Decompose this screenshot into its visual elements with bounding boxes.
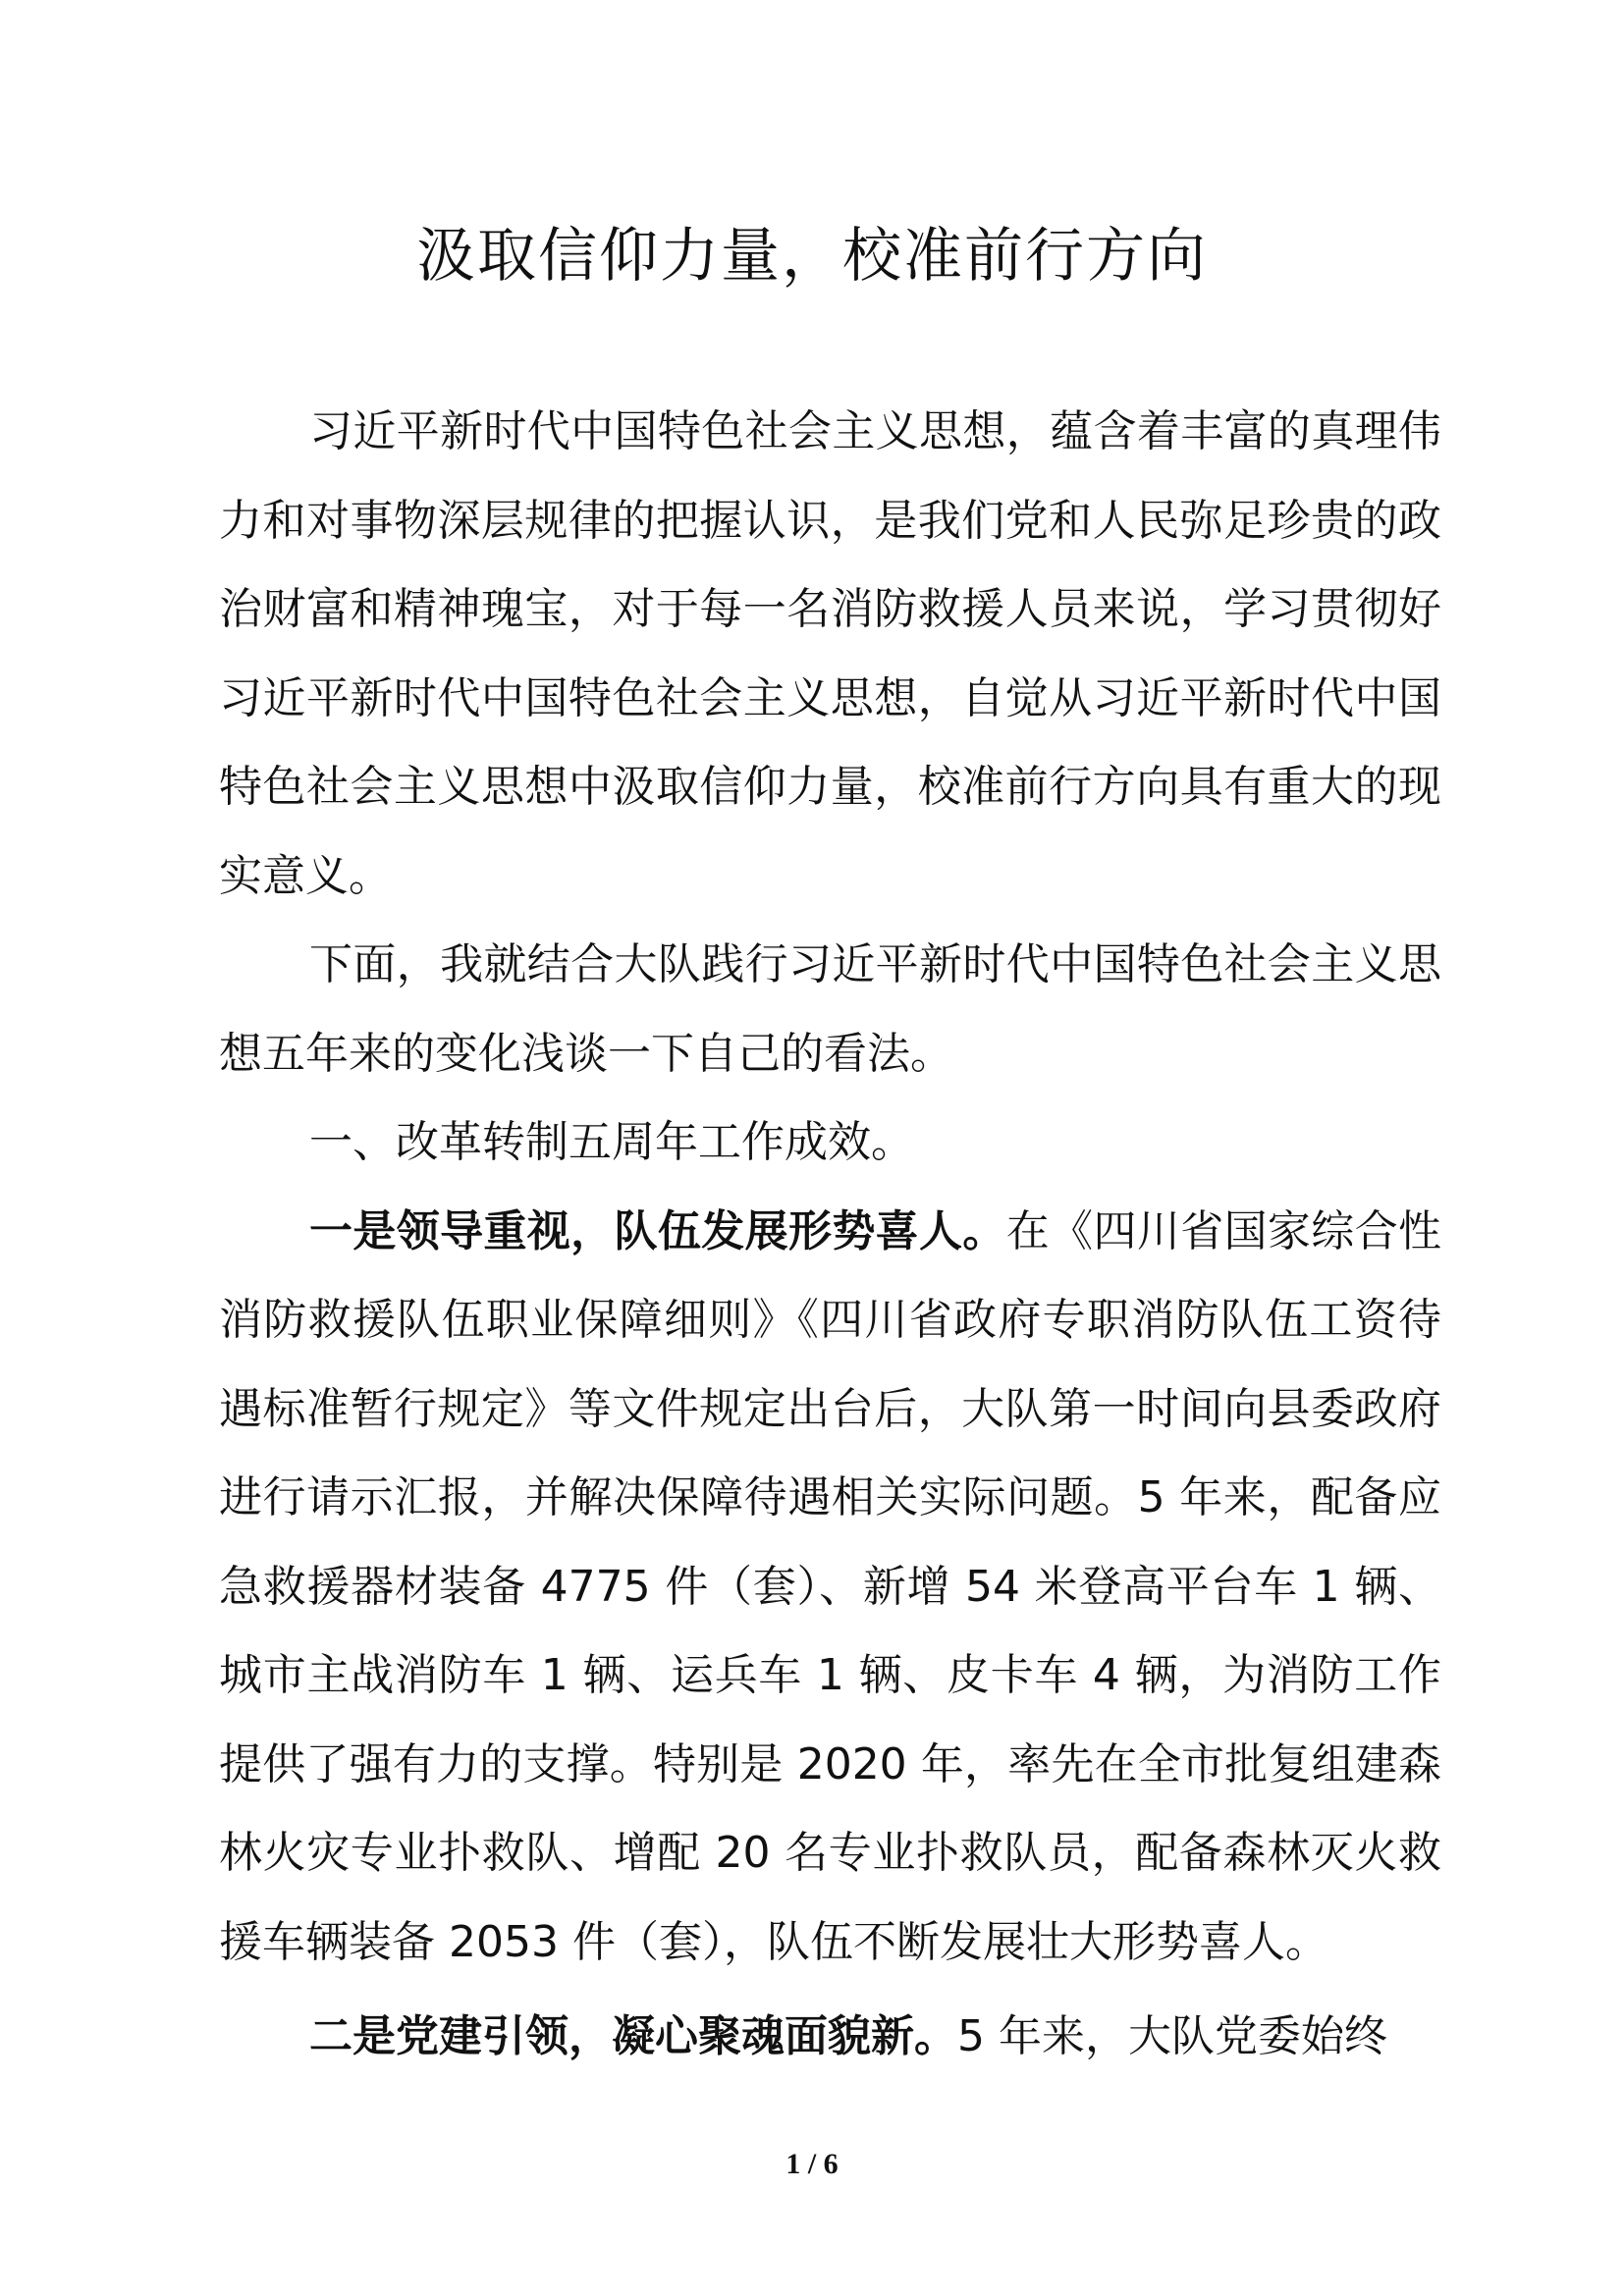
- page-number: 1 / 6: [785, 2148, 839, 2180]
- section-1-text: 在《四川省国家综合性消防救援队伍职业保障细则》《四川省政府专职消防队伍工资待遇标准暂行规定》等文件规定出台后，大队第一时间向县委政府进行请示汇报，并解决保障待遇相关实际问题。5 年来，配备应急救援器材装备 4775 件（套）、新增 54 米登高平台车 1 辆、城市主战消防车 1 辆、运兵车 1 辆、皮卡车 4 辆，为消防工作提供了强有力的支撑。特别是 2020 年，率先在全市批复组建森林火灾专业扑救队、增配 20 名专业扑救队员，配备森林灭火救援车辆装备 2053 件（套），队伍不断发展壮大形势喜人。: [219, 1205, 1442, 1967]
- section-2-text: 5 年来，大队党委始终: [957, 2011, 1387, 2061]
- paragraph-intro: 习近平新时代中国特色社会主义思想，蕴含着丰富的真理伟力和对事物深层规律的把握认识，是我们党和人民弥足珍贵的政治财富和精神瑰宝，对于每一名消防救援人员来说，学习贯彻好习近平新时代中国特色社会主义思想，自觉从习近平新时代中国特色社会主义思想中汲取信仰力量，校准前行方向具有重大的现实意义。: [219, 406, 1441, 901]
- paragraph-section-2: [219, 1993, 1441, 2082]
- document-body: [219, 388, 1441, 2082]
- document-title: 汲取信仰力量，校准前行方向: [416, 222, 1208, 291]
- paragraph-section-1: [219, 1188, 1441, 1988]
- section-heading: 一、改革转制五周年工作成效。: [309, 1117, 914, 1167]
- paragraph-transition: 下面，我就结合大队践行习近平新时代中国特色社会主义思想五年来的变化浅谈一下自己的看法。: [219, 939, 1441, 1079]
- section-2-lead: 二是党建引领，凝心聚魂面貌新。: [309, 2011, 957, 2061]
- section-1-lead: 一是领导重视，队伍发展形势喜人。: [309, 1205, 1006, 1256]
